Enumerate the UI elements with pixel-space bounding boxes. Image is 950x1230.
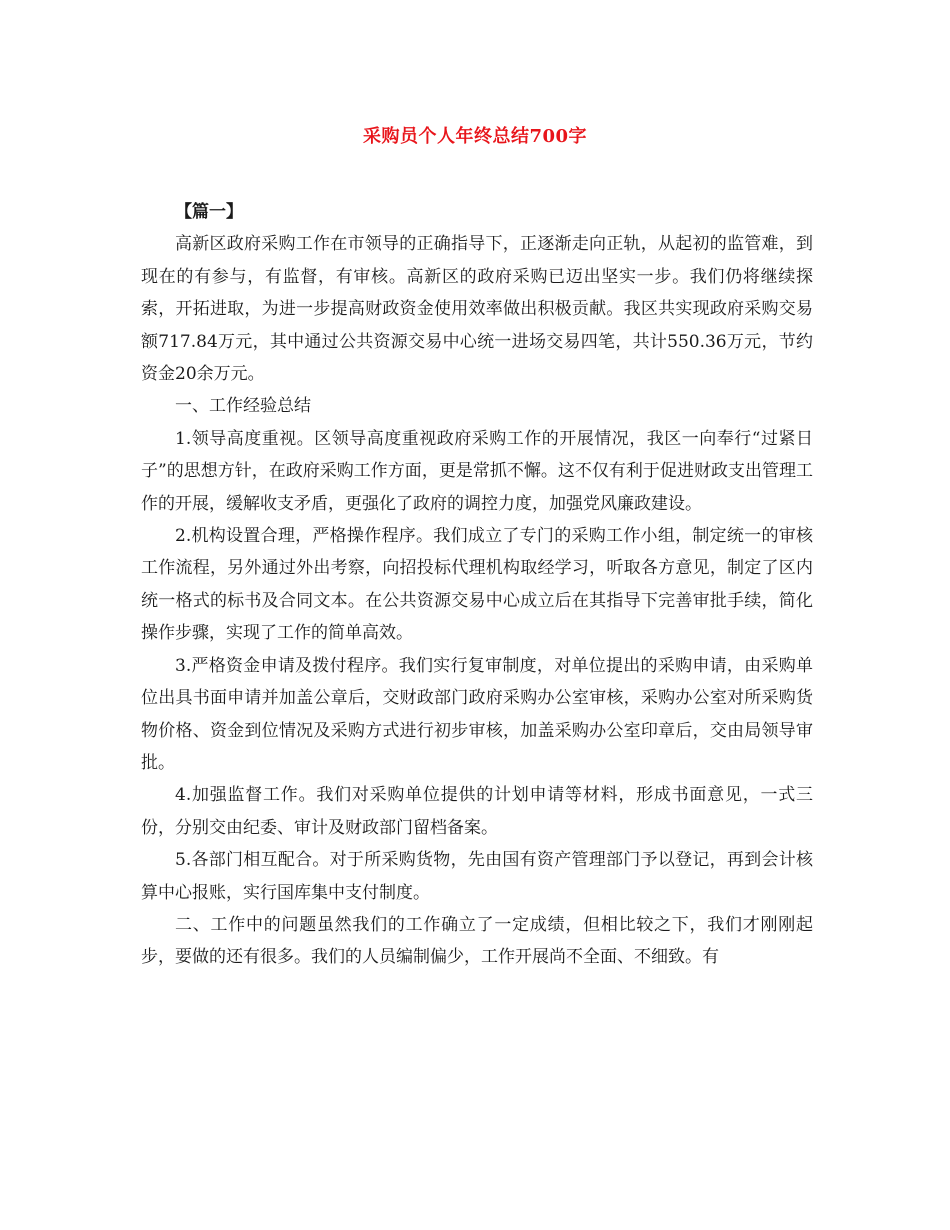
- heading-experience-summary: 一、工作经验总结: [175, 396, 311, 417]
- paragraph-item-1: 1.领导高度重视。区领导高度重视政府采购工作的开展情况，我区一向奉行“过紧日子”的思想方针，在政府采购工作方面，更是常抓不懈。这不仅有利于促进财政支出管理工作的开展，缓解收支矛盾，更强化了政府的调控力度，加强党风廉政建设。: [141, 428, 813, 514]
- paragraph-item-3: 3.严格资金申请及拨付程序。我们实行复审制度，对单位提出的采购申请，由采购单位出具书面申请并加盖公章后，交财政部门政府采购办公室审核，采购办公室对所采购货物价格、资金到位情况及采购方式进行初步审核，加盖采购办公室印章后，交由局领导审批。: [141, 655, 813, 773]
- paragraph-problems: 二、工作中的问题虽然我们的工作确立了一定成绩，但相比较之下，我们才刚刚起步，要做的还有很多。我们的人员编制偏少，工作开展尚不全面、不细致。有: [141, 914, 813, 968]
- paragraph-item-2: 2.机构设置合理，严格操作程序。我们成立了专门的采购工作小组，制定统一的审核工作流程，另外通过外出考察，向招投标代理机构取经学习，听取各方意见，制定了区内统一格式的标书及合同文本。在公共资源交易中心成立后在其指导下完善审批手续，简化操作步骤，实现了工作的简单高效。: [141, 526, 813, 644]
- document-body: [141, 196, 813, 974]
- paragraph-item-4: 4.加强监督工作。我们对采购单位提供的计划申请等材料，形成书面意见，一式三份，分别交由纪委、审计及财政部门留档备案。: [141, 785, 813, 838]
- paragraph-intro: 高新区政府采购工作在市领导的正确指导下，正逐渐走向正轨，从起初的监管难，到现在的有参与，有监督，有审核。高新区的政府采购已迈出坚实一步。我们仍将继续探索，开拓进取，为进一步提高财政资金使用效率做出积极贡献。我区共实现政府采购交易额717.84万元，其中通过公共资源交易中心统一进场交易四笔，共计550.36万元，节约资金20余万元。: [141, 234, 813, 385]
- document-title: 采购员个人年终总结700字: [362, 126, 588, 147]
- paragraph-item-5: 5.各部门相互配合。对于所采购货物，先由国有资产管理部门予以登记，再到会计核算中心报账，实行国库集中支付制度。: [141, 850, 813, 903]
- section-tag: 【篇一】: [175, 202, 243, 222]
